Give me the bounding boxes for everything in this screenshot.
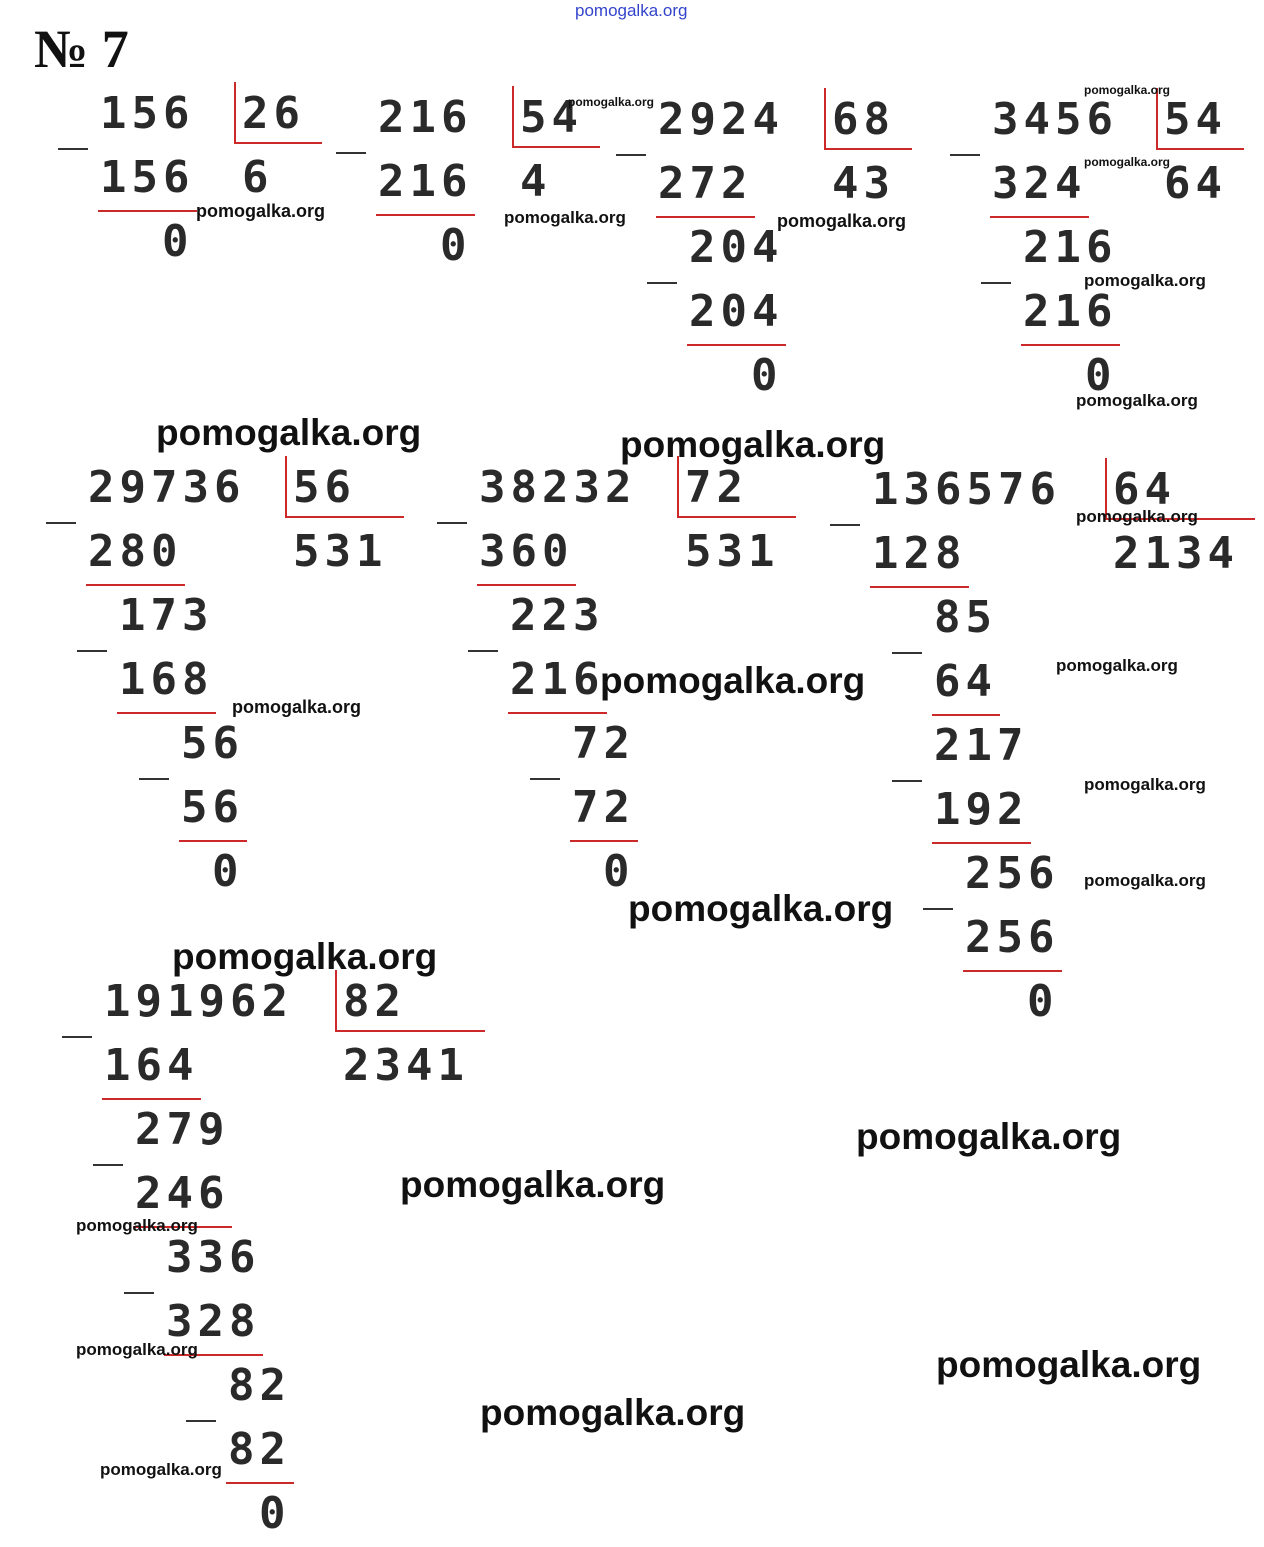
watermark: pomogalka.org	[100, 1460, 222, 1479]
divisor: 54	[520, 92, 583, 143]
remainder: 0	[603, 846, 635, 897]
dividend: 38232	[479, 462, 637, 513]
remainder: 217	[934, 720, 1029, 771]
step-underline	[86, 584, 185, 586]
division-bracket-horizontal	[512, 146, 600, 148]
divisor: 64	[1113, 464, 1176, 515]
watermark: pomogalka.org	[196, 201, 326, 221]
top-watermark: pomogalka.org	[575, 1, 688, 20]
step-underline	[656, 216, 755, 218]
step-underline	[226, 1482, 294, 1484]
dividend: 3456	[992, 94, 1118, 145]
division-bracket-vertical	[1156, 88, 1158, 148]
minus-sign	[46, 522, 76, 524]
division-bracket-vertical	[335, 970, 337, 1030]
watermark: pomogalka.org	[400, 1164, 666, 1205]
minus-sign	[892, 780, 922, 782]
step-underline	[870, 586, 969, 588]
watermark: pomogalka.org	[856, 1116, 1122, 1157]
quotient: 531	[685, 526, 780, 577]
watermark: pomogalka.org	[156, 412, 422, 453]
remainder: 0	[1027, 976, 1059, 1027]
quotient: 64	[1164, 158, 1227, 209]
quotient: 531	[293, 526, 388, 577]
quotient: 2134	[1113, 528, 1239, 579]
step-underline	[932, 714, 1000, 716]
minus-sign	[981, 282, 1011, 284]
division-bracket-vertical	[824, 88, 826, 148]
subtrahend: 72	[572, 782, 635, 833]
step-underline	[963, 970, 1062, 972]
step-underline	[990, 216, 1089, 218]
step-underline	[179, 840, 247, 842]
dividend: 216	[378, 92, 473, 143]
minus-sign	[616, 154, 646, 156]
minus-sign	[58, 148, 88, 150]
dividend: 136576	[872, 464, 1061, 515]
subtrahend: 164	[104, 1040, 199, 1091]
minus-sign	[530, 778, 560, 780]
subtrahend: 204	[689, 286, 784, 337]
watermark: pomogalka.org	[600, 660, 866, 701]
division-bracket-horizontal	[1156, 148, 1244, 150]
watermark: pomogalka.org	[1084, 271, 1206, 290]
remainder: 56	[181, 718, 244, 769]
divisor: 72	[685, 462, 748, 513]
watermark: pomogalka.org	[232, 697, 362, 717]
subtrahend: 128	[872, 528, 967, 579]
minus-sign	[437, 522, 467, 524]
step-underline	[376, 214, 475, 216]
remainder: 82	[228, 1360, 291, 1411]
quotient: 2341	[343, 1040, 469, 1091]
subtrahend: 246	[135, 1168, 230, 1219]
step-underline	[570, 840, 638, 842]
dividend: 29736	[88, 462, 246, 513]
quotient: 6	[242, 152, 274, 203]
subtrahend: 192	[934, 784, 1029, 835]
watermark: pomogalka.org	[172, 936, 438, 977]
subtrahend: 280	[88, 526, 183, 577]
remainder: 0	[259, 1488, 291, 1539]
step-underline	[102, 1098, 201, 1100]
division-bracket-horizontal	[677, 516, 796, 518]
division-bracket-horizontal	[285, 516, 404, 518]
minus-sign	[923, 908, 953, 910]
quotient: 4	[520, 156, 552, 207]
dividend: 191962	[104, 976, 293, 1027]
watermark: pomogalka.org	[76, 1340, 198, 1359]
division-bracket-vertical	[285, 456, 287, 516]
subtrahend: 360	[479, 526, 574, 577]
divisor: 54	[1164, 94, 1227, 145]
minus-sign	[124, 1292, 154, 1294]
minus-sign	[336, 152, 366, 154]
step-underline	[477, 584, 576, 586]
remainder: 85	[934, 592, 997, 643]
watermark: pomogalka.org	[1076, 507, 1198, 526]
subtrahend: 216	[378, 156, 473, 207]
subtrahend: 156	[100, 152, 195, 203]
subtrahend: 216	[1023, 286, 1118, 337]
divisor: 26	[242, 88, 305, 139]
remainder: 0	[440, 220, 472, 271]
step-underline	[508, 712, 607, 714]
watermark: pomogalka.org	[777, 211, 907, 231]
step-underline	[117, 712, 216, 714]
remainder: 0	[751, 350, 783, 401]
minus-sign	[186, 1420, 216, 1422]
watermark: pomogalka.org	[1084, 155, 1171, 169]
dividend: 156	[100, 88, 195, 139]
remainder: 72	[572, 718, 635, 769]
watermark: pomogalka.org	[1084, 871, 1206, 890]
subtrahend: 216	[510, 654, 605, 705]
division-bracket-horizontal	[234, 142, 322, 144]
divisor: 68	[832, 94, 895, 145]
minus-sign	[647, 282, 677, 284]
watermark: pomogalka.org	[936, 1344, 1202, 1385]
minus-sign	[950, 154, 980, 156]
minus-sign	[830, 524, 860, 526]
division-bracket-vertical	[234, 82, 236, 142]
remainder: 173	[119, 590, 214, 641]
dividend: 2924	[658, 94, 784, 145]
remainder: 204	[689, 222, 784, 273]
watermark: pomogalka.org	[1084, 775, 1206, 794]
watermark: pomogalka.org	[620, 424, 886, 465]
division-bracket-vertical	[677, 456, 679, 516]
watermark: pomogalka.org	[628, 888, 894, 929]
minus-sign	[77, 650, 107, 652]
remainder: 279	[135, 1104, 230, 1155]
watermark: pomogalka.org	[480, 1392, 746, 1433]
division-bracket-vertical	[512, 86, 514, 146]
division-bracket-horizontal	[335, 1030, 485, 1032]
subtrahend: 64	[934, 656, 997, 707]
subtrahend: 168	[119, 654, 214, 705]
subtrahend: 324	[992, 158, 1087, 209]
remainder: 0	[1085, 350, 1117, 401]
minus-sign	[93, 1164, 123, 1166]
minus-sign	[892, 652, 922, 654]
watermark: pomogalka.org	[1056, 656, 1178, 675]
subtrahend: 56	[181, 782, 244, 833]
watermark: pomogalka.org	[568, 95, 655, 109]
minus-sign	[62, 1036, 92, 1038]
step-underline	[1021, 344, 1120, 346]
minus-sign	[139, 778, 169, 780]
remainder: 256	[965, 848, 1060, 899]
subtrahend: 256	[965, 912, 1060, 963]
divisor: 56	[293, 462, 356, 513]
watermark: pomogalka.org	[1076, 391, 1198, 410]
divisor: 82	[343, 976, 406, 1027]
watermark: pomogalka.org	[76, 1216, 198, 1235]
remainder: 0	[162, 216, 194, 267]
step-underline	[98, 210, 197, 212]
watermark: pomogalka.org	[504, 208, 626, 227]
remainder: 223	[510, 590, 605, 641]
remainder: 216	[1023, 222, 1118, 273]
step-underline	[932, 842, 1031, 844]
subtrahend: 328	[166, 1296, 261, 1347]
subtrahend: 272	[658, 158, 753, 209]
watermark: pomogalka.org	[1084, 83, 1171, 97]
quotient: 43	[832, 158, 895, 209]
minus-sign	[468, 650, 498, 652]
exercise-number: № 7	[34, 19, 129, 79]
step-underline	[687, 344, 786, 346]
subtrahend: 82	[228, 1424, 291, 1475]
remainder: 336	[166, 1232, 261, 1283]
division-bracket-horizontal	[824, 148, 912, 150]
remainder: 0	[212, 846, 244, 897]
